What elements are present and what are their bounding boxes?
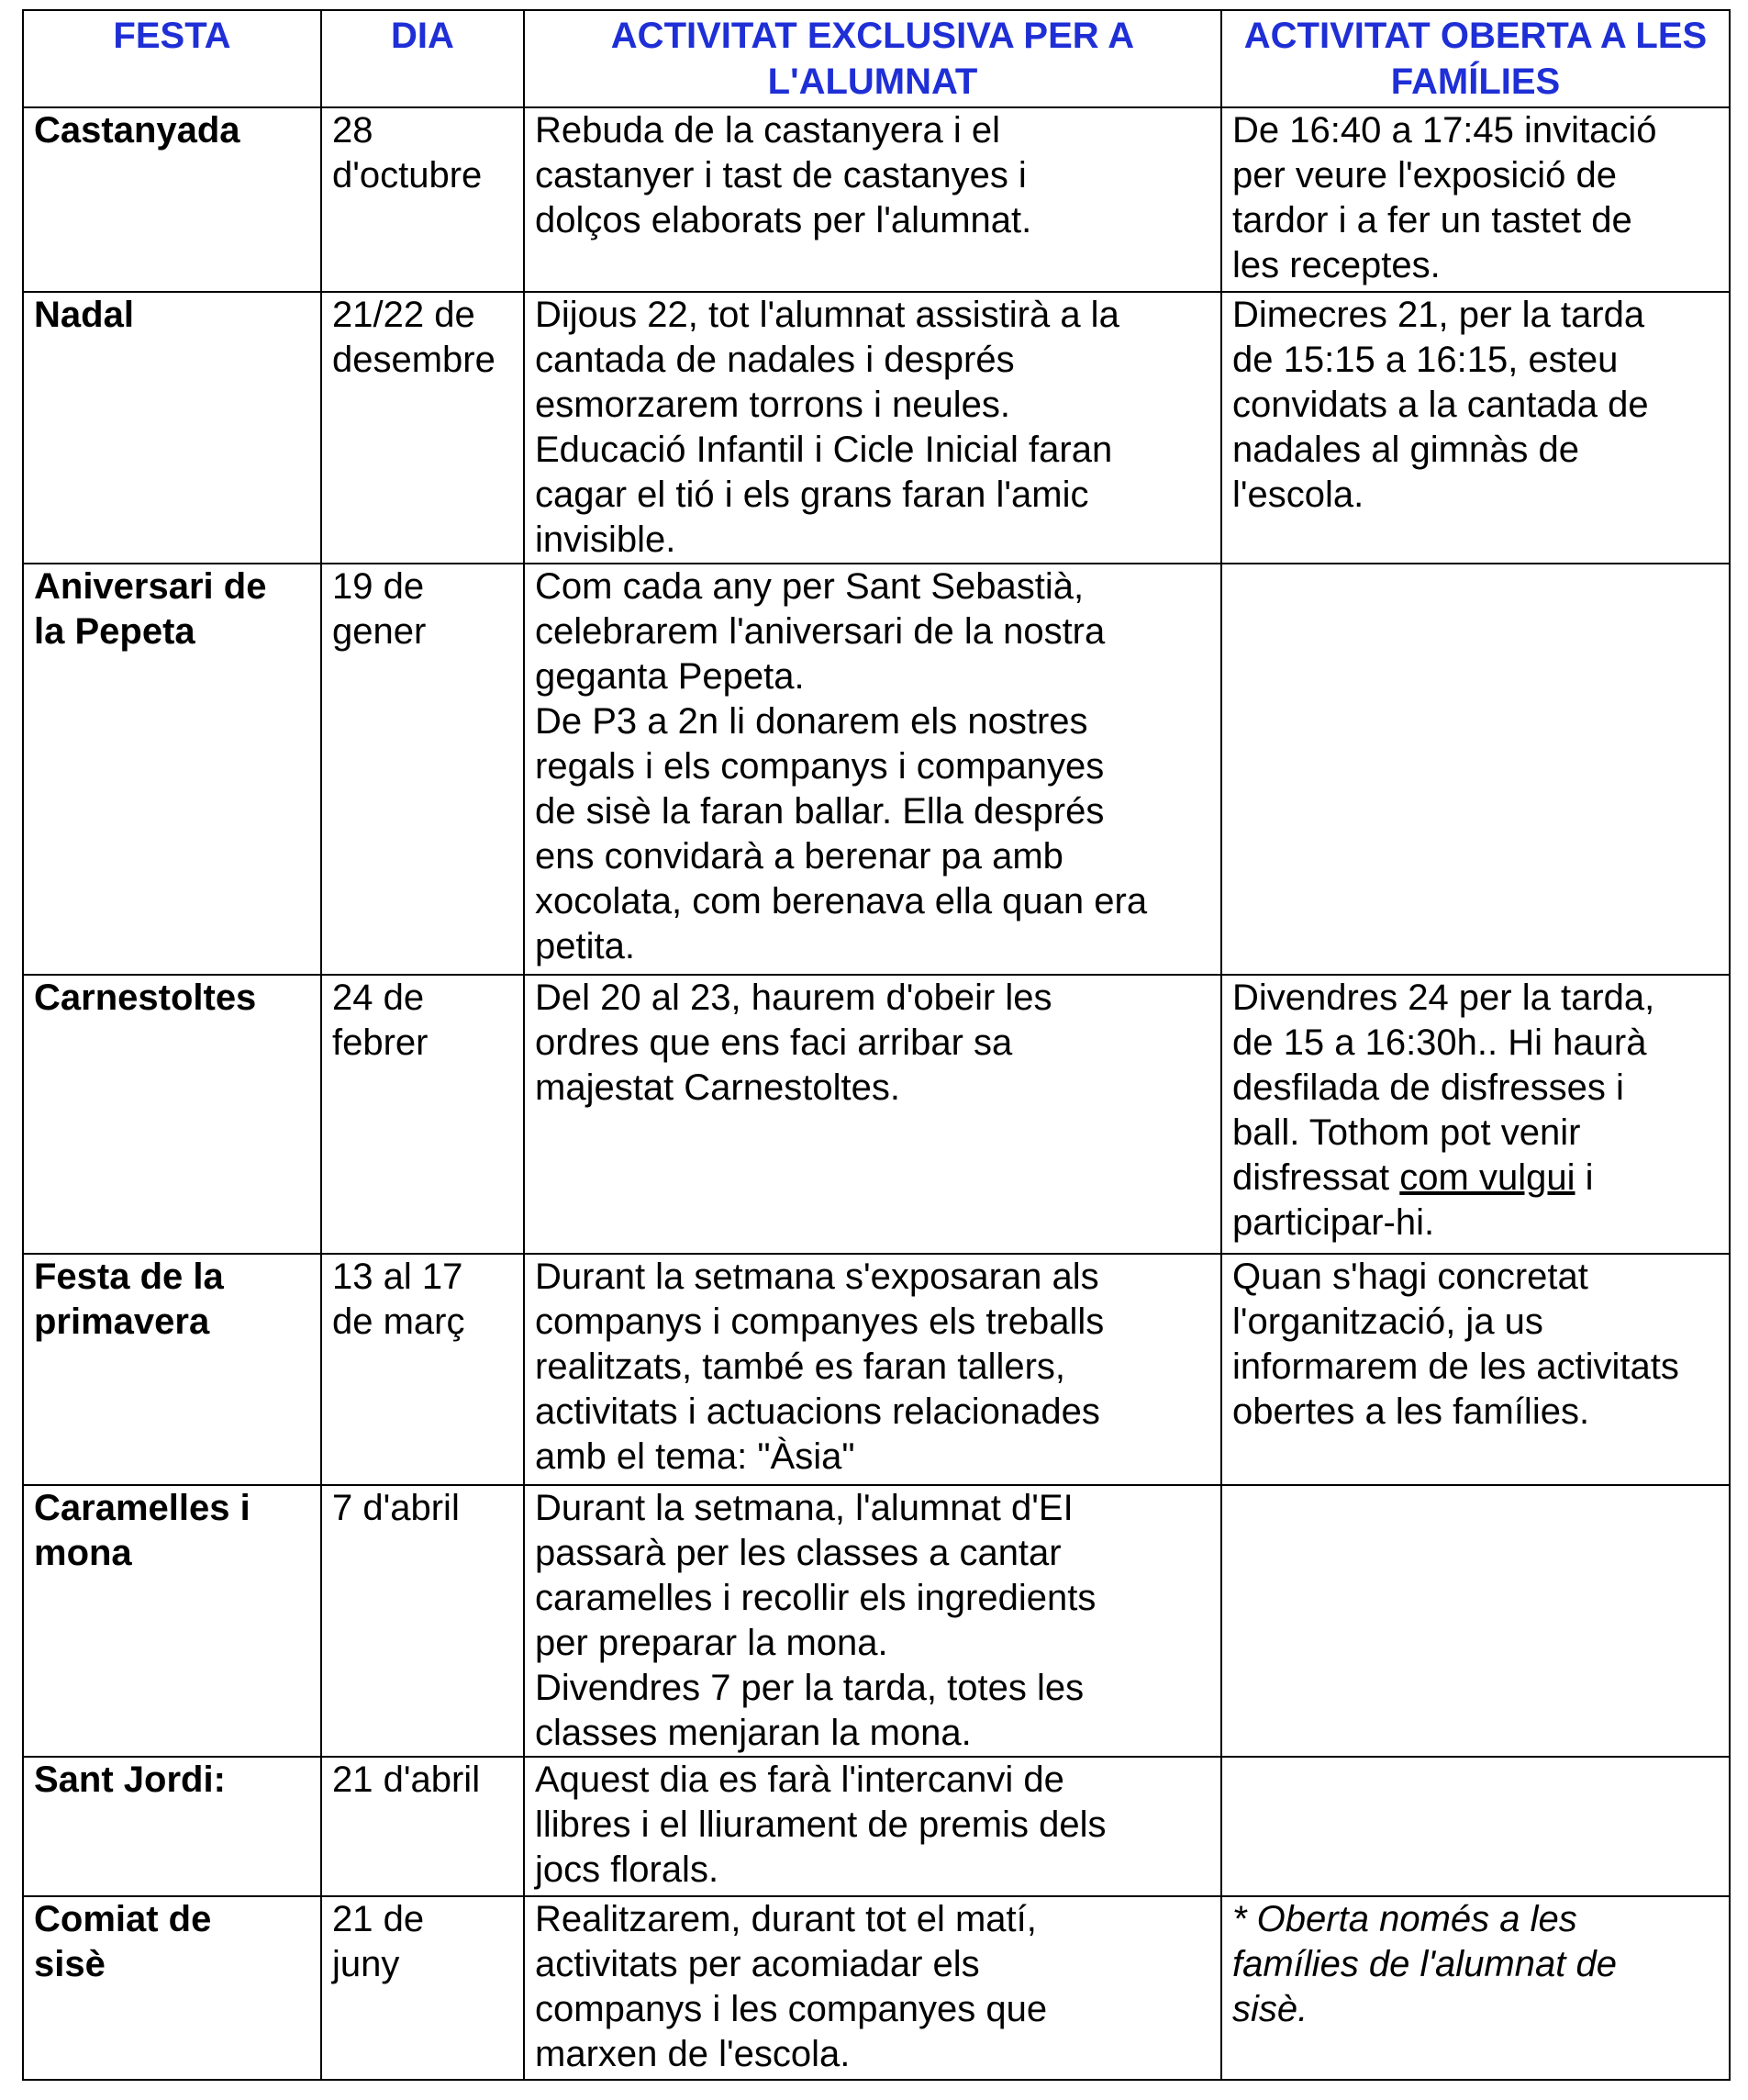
families-cell [1221, 292, 1730, 564]
festa-cell [23, 1485, 321, 1757]
alumnat-cell [524, 1254, 1221, 1485]
festa-date: 21/22 de desembre [332, 295, 495, 380]
festa-name: Caramelles i mona [34, 1488, 251, 1573]
families-cell [1221, 564, 1730, 975]
table-row [23, 1757, 1730, 1896]
alumnat-cell [524, 564, 1221, 975]
festa-date: 24 de febrer [332, 977, 429, 1063]
festivities-table [22, 9, 1731, 2081]
alumnat-cell [524, 107, 1221, 292]
festa-date: 28 d'octubre [332, 110, 483, 195]
alumnat-activity: Aquest dia es farà l'intercanvi de llibres i el lliurament de premis dels jocs florals. [535, 1759, 1107, 1890]
festa-date: 13 al 17 de març [332, 1257, 465, 1342]
underlined-phrase: com vulgui [1399, 1157, 1575, 1198]
festa-cell [23, 107, 321, 292]
families-activity: Dimecres 21, per la tarda de 15:15 a 16:15, esteu convidats a la cantada de nadales al gimnàs de l'escola. [1232, 295, 1649, 515]
alumnat-cell [524, 1757, 1221, 1896]
header-festa: FESTA [23, 10, 321, 107]
dia-cell [321, 564, 524, 975]
families-cell [1221, 1485, 1730, 1757]
alumnat-activity: Dijous 22, tot l'alumnat assistirà a la cantada de nadales i després esmorzarem torrons i neules. Educació Infantil i Cicle Inicial faran cagar el tió i els grans faran l'amic invisible. [535, 295, 1119, 560]
header-alumnat: ACTIVITAT EXCLUSIVA PER A L'ALUMNAT [524, 10, 1221, 107]
alumnat-cell [524, 1485, 1221, 1757]
festa-name: Sant Jordi: [34, 1759, 226, 1800]
families-activity: De 16:40 a 17:45 invitació per veure l'exposició de tardor i a fer un tastet de les receptes. [1232, 110, 1657, 285]
alumnat-activity: Del 20 al 23, haurem d'obeir les ordres que ens faci arribar sa majestat Carnestoltes. [535, 977, 1052, 1108]
festa-date: 21 d'abril [332, 1759, 481, 1800]
table-row [23, 292, 1730, 564]
dia-cell [321, 1485, 524, 1757]
dia-cell [321, 1254, 524, 1485]
festa-cell [23, 975, 321, 1254]
header-dia: DIA [321, 10, 524, 107]
festa-cell [23, 1757, 321, 1896]
dia-cell [321, 975, 524, 1254]
table-row [23, 1485, 1730, 1757]
festa-date: 21 de juny [332, 1899, 425, 1984]
table-row [23, 107, 1730, 292]
table-row [23, 1896, 1730, 2080]
families-activity [1232, 977, 1654, 1243]
table-header-row [23, 10, 1730, 107]
alumnat-activity: Rebuda de la castanyera i el castanyer i tast de castanyes i dolços elaborats per l'alumnat. [535, 110, 1032, 240]
festa-cell [23, 1896, 321, 2080]
alumnat-cell [524, 292, 1221, 564]
festa-name: Nadal [34, 295, 134, 335]
families-activity-start: Divendres 24 per la tarda, de 15 a 16:30h.. Hi haurà desfilada de disfresses i ball. Tothom pot venir disfressat [1232, 977, 1655, 1198]
families-activity-end: i participar-hi. [1232, 1157, 1594, 1243]
alumnat-activity: Realitzarem, durant tot el matí, activitats per acomiadar els companys i les companyes que marxen de l'escola. [535, 1899, 1048, 2074]
alumnat-activity: Com cada any per Sant Sebastià, celebrarem l'aniversari de la nostra geganta Pepeta. De P3 a 2n li donarem els nostres regals i els companys i companyes de sisè la faran ballar. Ella després ens convidarà a berenar pa amb xocolata, com berenava ella quan era petita. [535, 566, 1148, 966]
festa-name: Castanyada [34, 110, 240, 151]
table-row [23, 1254, 1730, 1485]
festa-cell [23, 1254, 321, 1485]
families-cell [1221, 975, 1730, 1254]
alumnat-cell [524, 975, 1221, 1254]
families-activity: Quan s'hagi concretat l'organització, ja us informarem de les activitats obertes a les famílies. [1232, 1257, 1679, 1432]
festa-name: Festa de la primavera [34, 1257, 224, 1342]
festa-date: 7 d'abril [332, 1488, 460, 1528]
alumnat-activity: Durant la setmana, l'alumnat d'EI passarà per les classes a cantar caramelles i recollir els ingredients per preparar la mona. Divendres 7 per la tarda, totes les classes menjaran la mona. [535, 1488, 1097, 1753]
dia-cell [321, 292, 524, 564]
alumnat-activity: Durant la setmana s'exposaran als companys i companyes els treballs realitzats, també es faran tallers, activitats i actuacions relacionades amb el tema: "Àsia" [535, 1257, 1105, 1477]
table-row [23, 975, 1730, 1254]
festa-cell [23, 292, 321, 564]
table-row [23, 564, 1730, 975]
families-cell [1221, 1896, 1730, 2080]
festa-name: Comiat de sisè [34, 1899, 212, 1984]
families-cell [1221, 1254, 1730, 1485]
festa-name: Carnestoltes [34, 977, 257, 1018]
alumnat-cell [524, 1896, 1221, 2080]
families-note: * Oberta només a les famílies de l'alumnat de sisè. [1232, 1899, 1617, 2029]
festa-cell [23, 564, 321, 975]
families-cell [1221, 107, 1730, 292]
dia-cell [321, 1896, 524, 2080]
festa-name: Aniversari de la Pepeta [34, 566, 267, 652]
families-cell [1221, 1757, 1730, 1896]
header-families: ACTIVITAT OBERTA A LES FAMÍLIES [1221, 10, 1730, 107]
dia-cell [321, 1757, 524, 1896]
festa-date: 19 de gener [332, 566, 427, 652]
dia-cell [321, 107, 524, 292]
